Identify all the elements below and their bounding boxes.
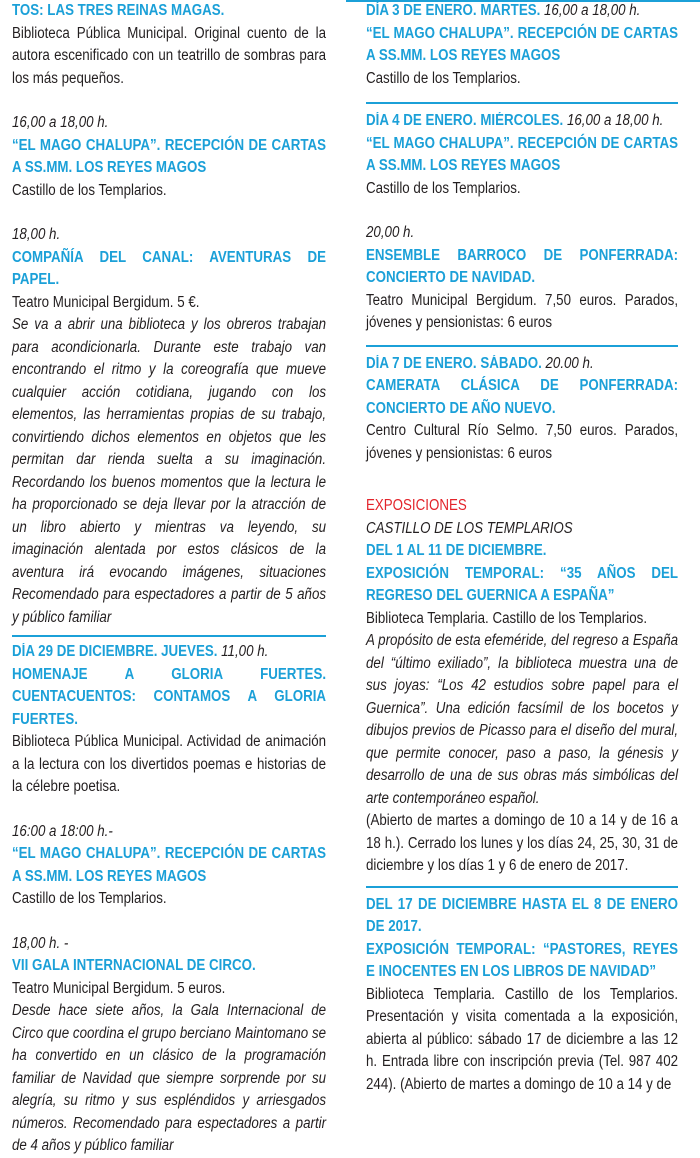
event-place: Castillo de los Templarios. <box>12 181 167 199</box>
event-place: Biblioteca Templaria. Castillo de los Templarios. <box>366 609 648 627</box>
event-heading: COMPAÑÍA DEL CANAL: AVENTURAS DE PAPEL. <box>12 248 327 288</box>
event-date: DÍA 4 DE ENERO. MIÉRCOLES. <box>366 112 564 129</box>
event-place: Castillo de los Templarios. <box>12 890 167 907</box>
event-time: 20.00 h. <box>541 354 594 372</box>
event-heading: HOMENAJE A GLORIA FUERTES. CUENTACUENTOS: CONTAMOS A GLORIA FUERTES. <box>12 665 327 728</box>
event-hours: (Abierto de martes a domingo de 10 a 14 y de 16 a 18 h.). Cerrado los lunes y los días 24, 25, 30, 31 de diciembre y los días 1 y 6 de enero de 2017. <box>366 812 679 874</box>
event-time: 16,00 a 18,00 h. <box>563 112 664 129</box>
event-description: Se va a abrir una biblioteca y los obreros trabajan para acondicionarla. Durante este trabajo van encontrando el ritmo y la coreografía que mueve cualquier acción cotidiana, jugando con los elementos, las herramientas propias de su trabajo, convirtiendo dichos elementos en objetos que les permitan dar rienda suelta a su imaginación. Recordando los buenos momentos que la lectura le ha proporcionado se deja llevar por la atracción de un libro abierto y mientras va leyendo, su imaginación alentada por estos clásicos de la aventura irá evocando imágenes, situaciones Recomendado para espectadores a partir de 5 años y público familiar <box>12 316 327 626</box>
event-heading: “EL MAGO CHALUPA”. RECEPCIÓN DE CARTAS A SS.MM. LOS REYES MAGOS <box>366 134 679 174</box>
event-date: DÍA 3 DE ENERO. MARTES. <box>366 2 541 19</box>
event-place: Castillo de los Templarios. <box>366 179 521 197</box>
section-title: EXPOSICIONES <box>366 497 467 514</box>
event-date: DÍA 29 DE DICIEMBRE. JUEVES. <box>12 643 218 660</box>
event-heading: EXPOSICIÓN TEMPORAL: “PASTORES, REYES E INOCENTES EN LOS LIBROS DE NAVIDAD” <box>366 940 679 980</box>
exhibition-venue: CASTILLO DE LOS TEMPLARIOS <box>366 519 573 537</box>
event-description: A propósito de esta efeméride, del regreso a España del “último exiliado”, la biblioteca muestra una de sus joyas: “Los 42 estudios sobre papel para el Guernica”. Una edición facsímil de los bocetos y dibujos previos de Picasso para el diseño del mural, que permite conocer, paso a paso, la génesis y desarrollo de una de sus obras más simbólicas del arte contemporáneo español. <box>366 632 679 807</box>
event-date: DÍA 7 DE ENERO. SÁBADO. <box>366 354 542 372</box>
top-rule <box>346 0 700 2</box>
section-divider <box>366 102 678 104</box>
event-time: 16,00 a 18,00 h. <box>12 114 109 131</box>
event-heading: “EL MAGO CHALUPA”. RECEPCIÓN DE CARTAS A SS.MM. LOS REYES MAGOS <box>12 845 327 885</box>
right-column-text-3 <box>366 353 678 878</box>
left-column-text-2 <box>12 641 326 1158</box>
event-time: 16:00 a 18:00 h.- <box>12 822 113 840</box>
right-column-text <box>366 0 678 90</box>
event-heading: TOS: LAS TRES REINAS MAGAS. <box>12 2 225 19</box>
section-divider <box>12 635 326 637</box>
event-place: Teatro Municipal Bergidum. 5 €. <box>12 293 200 311</box>
right-column <box>366 0 678 1096</box>
event-place: Teatro Municipal Bergidum. 5 euros. <box>12 979 226 997</box>
right-column-text-2 <box>366 110 678 335</box>
event-text: Biblioteca Pública Municipal. Original cuento de la autora escenificado con un teatrillo de sombras para los más pequeños. <box>12 24 327 87</box>
event-dates: DEL 17 DE DICIEMBRE HASTA EL 8 DE ENERO DE 2017. <box>366 895 679 935</box>
event-description: Desde hace siete años, la Gala Internacional de Circo que coordina el grupo berciano Maintomano se ha convertido en un clásico de la programación familiar de Navidad que siempre sorprende por su alegría, su ritmo y sus espléndidos y arriesgados números. Recomendado para espectadores a partir de 4 años y público familiar <box>12 1002 327 1154</box>
event-time: 16,00 a 18,00 h. <box>540 2 641 19</box>
event-place: Castillo de los Templarios. <box>366 69 521 87</box>
event-heading: EXPOSICIÓN TEMPORAL: “35 AÑOS DEL REGRESO DEL GUERNICA A ESPAÑA” <box>366 564 679 604</box>
right-column-text-4 <box>366 894 678 1097</box>
left-column-text <box>12 0 326 629</box>
event-dates: DEL 1 AL 11 DE DICIEMBRE. <box>366 542 547 559</box>
event-time: 18,00 h. <box>12 226 61 243</box>
event-heading: VII GALA INTERNACIONAL DE CIRCO. <box>12 957 256 974</box>
section-divider <box>366 345 678 347</box>
event-text: Teatro Municipal Bergidum. 7,50 euros. Parados, jóvenes y pensionistas: 6 euros <box>366 291 679 331</box>
event-heading: “EL MAGO CHALUPA”. RECEPCIÓN DE CARTAS A SS.MM. LOS REYES MAGOS <box>12 136 327 176</box>
event-text: Biblioteca Pública Municipal. Actividad de animación a la lectura con los divertidos poemas e historias de la célebre poetisa. <box>12 733 327 795</box>
event-heading: “EL MAGO CHALUPA”. RECEPCIÓN DE CARTAS A SS.MM. LOS REYES MAGOS <box>366 24 679 64</box>
event-time: 18,00 h. - <box>12 934 69 952</box>
section-divider <box>366 886 678 888</box>
event-heading: ENSEMBLE BARROCO DE PONFERRADA: CONCIERTO DE NAVIDAD. <box>366 246 679 286</box>
event-time: 11,00 h. <box>217 643 269 660</box>
left-column <box>12 0 326 1158</box>
event-time: 20,00 h. <box>366 224 415 241</box>
event-text: Centro Cultural Río Selmo. 7,50 euros. Parados, jóvenes y pensionistas: 6 euros <box>366 422 679 462</box>
event-heading: CAMERATA CLÁSICA DE PONFERRADA: CONCIERTO DE AÑO NUEVO. <box>366 377 679 417</box>
event-text: Biblioteca Templaria. Castillo de los Templarios. Presentación y visita comentada a la exposición, abierta al público: sábado 17 de diciembre a las 12 h. Entrada libre con inscripción previa (Tel. 987 402 244). (Abierto de martes a domingo de 10 a 14 y de <box>366 985 679 1093</box>
